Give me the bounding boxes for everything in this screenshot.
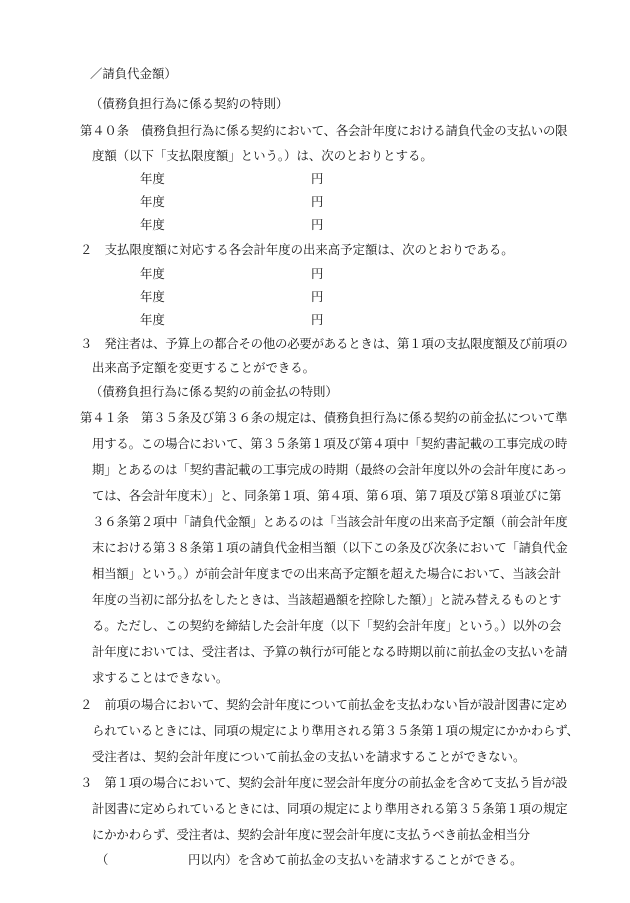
article-40-line: 第４０条 債務負担行為に係る契約において、各会計年度における請負代金の支払いの限	[80, 123, 568, 138]
header-note: ／請負代金額）	[90, 66, 177, 81]
table2-year-label: 年度	[140, 266, 165, 281]
table2-yen-label: 円	[311, 266, 324, 281]
article-41-line: ては、各会計年度末）」と、同条第１項、第４項、第６項、第７項及び第８項並びに第	[92, 488, 562, 503]
article-40-para3: 出来高予定額を変更することができる。	[92, 360, 316, 375]
article-41-para3: 計図書に定められているときには、同項の規定により準用される第３５条第１項の規定	[92, 801, 568, 816]
article-41-line: 用する。この場合において、第３５条第１項及び第４項中「契約書記載の工事完成の時	[92, 436, 568, 451]
article-41-line: 末における第３８条第１項の請負代金相当額（以下この条及び次条において「請負代金	[92, 540, 568, 555]
article-41-line: る。ただし、この契約を締結した会計年度（以下「契約会計年度」という。）以外の会	[92, 618, 562, 633]
amount-paren-open: （	[96, 852, 109, 867]
article-40-para3: ３ 発注者は、予算上の都合その他の必要があるときは、第１項の支払限度額及び前項の	[80, 336, 568, 351]
article-41-caption: （債務負担行為に係る契約の前金払の特則）	[90, 384, 338, 399]
table1-yen-label: 円	[311, 217, 324, 232]
article-41-para2: ２ 前項の場合において、契約会計年度について前払金を支払わない旨が設計図書に定め	[80, 697, 568, 712]
article-41-line: 計年度においては、受注者は、予算の執行が可能となる時期以前に前払金の支払いを請	[92, 644, 568, 659]
article-40-line: 度額（以下「支払限度額」という。）は、次のとおりとする。	[92, 148, 433, 163]
article-41-line: 相当額」という。）が前会計年度までの出来高予定額を超えた場合において、当該会計	[92, 566, 561, 581]
article-41-line: ３６条第２項中「請負代金額」とあるのは「当該会計年度の出来高予定額（前会計年度	[92, 514, 568, 529]
table2-year-label: 年度	[140, 289, 165, 304]
table1-year-label: 年度	[140, 217, 165, 232]
table2-yen-label: 円	[311, 312, 324, 327]
article-40-para2: ２ 支払限度額に対応する各会計年度の出来高予定額は、次のとおりである。	[80, 242, 514, 257]
article-41-line: 第４１条 第３５条及び第３６条の規定は、債務負担行為に係る契約の前金払について準	[80, 410, 568, 425]
article-41-line: 求することはできない。	[92, 670, 229, 685]
article-41-line: 期」とあるのは「契約書記載の工事完成の時期（最終の会計年度以外の会計年度にあっ	[92, 462, 568, 477]
article-41-para2: 受注者は、契約会計年度について前払金の支払いを請求することができない。	[92, 749, 526, 764]
article-41-line: 年度の当初に部分払をしたときは、当該超過額を控除した額）」と読み替えるものとす	[92, 592, 562, 607]
table1-year-label: 年度	[140, 194, 165, 209]
table2-year-label: 年度	[140, 312, 165, 327]
article-40-caption: （債務負担行為に係る契約の特則）	[90, 96, 289, 111]
article-41-para3-last: 円以内）を含めて前払金の支払いを請求することができる。	[188, 852, 523, 867]
table1-yen-label: 円	[311, 171, 324, 186]
table2-yen-label: 円	[311, 289, 324, 304]
table1-year-label: 年度	[140, 171, 165, 186]
article-41-para3: ３ 第１項の場合において、契約会計年度に翌会計年度分の前払金を含めて支払う旨が設	[80, 775, 568, 790]
article-41-para3: にかかわらず、受注者は、契約会計年度に翌会計年度に支払うべき前払金相当分	[92, 827, 530, 842]
article-41-para2: られているときには、同項の規定により準用される第３５条第１項の規定にかかわらず、	[92, 723, 579, 738]
table1-yen-label: 円	[311, 194, 324, 209]
